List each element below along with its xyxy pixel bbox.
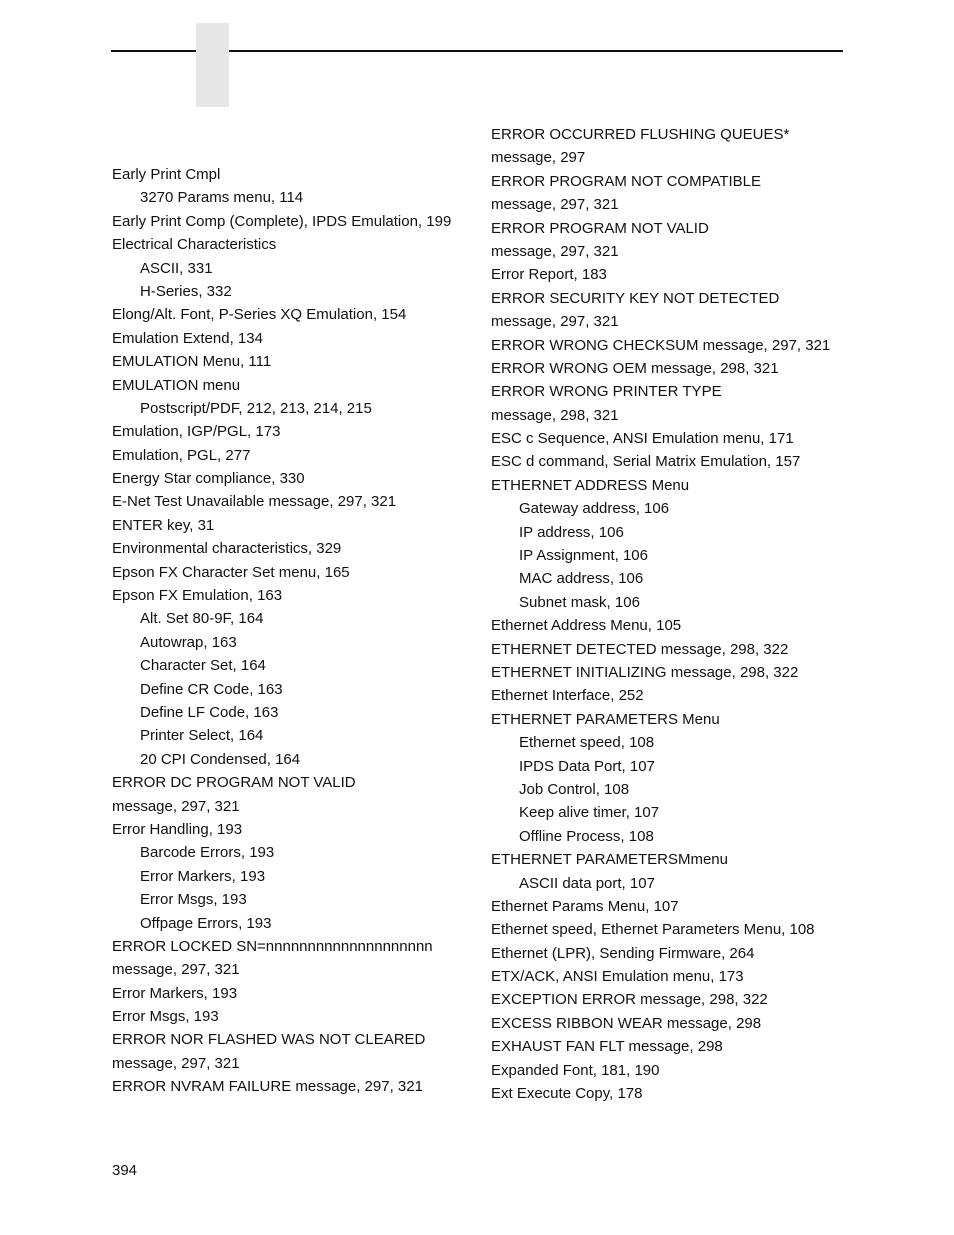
index-entry: message, 297, 321 xyxy=(112,961,240,979)
index-entry: ETHERNET PARAMETERS Menu xyxy=(491,710,720,728)
index-column-left xyxy=(112,163,472,1099)
index-entry: ERROR LOCKED SN=nnnnnnnnnnnnnnnnnnnn xyxy=(112,937,433,955)
index-entry: message, 297, 321 xyxy=(491,242,619,260)
index-entry: Expanded Font, 181, 190 xyxy=(491,1061,660,1079)
index-entry: Early Print Comp (Complete), IPDS Emulation, 199 xyxy=(112,212,452,230)
index-entry: Error Handling, 193 xyxy=(112,820,243,838)
index-entry: ERROR SECURITY KEY NOT DETECTED xyxy=(491,289,780,307)
index-entry: ETHERNET DETECTED message, 298, 322 xyxy=(491,640,789,658)
index-subentry: Autowrap, 163 xyxy=(140,633,237,651)
index-entry: Ethernet Address Menu, 105 xyxy=(491,617,682,635)
index-subentry: IP address, 106 xyxy=(519,523,624,541)
index-subentry: IP Assignment, 106 xyxy=(519,547,648,565)
index-entry: Early Print Cmpl xyxy=(112,166,221,183)
index-subentry: Define LF Code, 163 xyxy=(140,703,279,721)
index-subentry: H-Series, 332 xyxy=(140,282,232,300)
index-entry: Error Msgs, 193 xyxy=(112,1008,219,1026)
index-subentry: Alt. Set 80-9F, 164 xyxy=(140,610,264,628)
index-subentry: Error Markers, 193 xyxy=(140,867,266,885)
index-entry: EMULATION Menu, 111 xyxy=(112,353,272,371)
index-entry: message, 297, 321 xyxy=(112,797,240,815)
index-entry: ERROR PROGRAM NOT COMPATIBLE xyxy=(491,172,762,190)
index-entry: ETHERNET ADDRESS Menu xyxy=(491,476,690,494)
index-entry: EXCEPTION ERROR message, 298, 322 xyxy=(491,991,768,1009)
index-entry: ERROR NOR FLASHED WAS NOT CLEARED xyxy=(112,1031,426,1049)
index-column-right xyxy=(491,123,851,1105)
index-entry: message, 297, 321 xyxy=(112,1054,240,1072)
index-entry: message, 297, 321 xyxy=(491,196,619,214)
index-entry: ERROR WRONG OEM message, 298, 321 xyxy=(491,359,779,377)
index-entry: Error Report, 183 xyxy=(491,266,607,284)
index-subentry: Job Control, 108 xyxy=(519,780,630,798)
index-entry: E-Net Test Unavailable message, 297, 321 xyxy=(112,493,397,511)
index-entry: ESC c Sequence, ANSI Emulation menu, 171 xyxy=(491,430,794,448)
index-subentry: MAC address, 106 xyxy=(519,570,644,588)
index-entry: Energy Star compliance, 330 xyxy=(112,470,305,488)
index-subentry: IPDS Data Port, 107 xyxy=(519,757,655,775)
index-entry: ETHERNET INITIALIZING message, 298, 322 xyxy=(491,663,799,681)
index-entry: Electrical Characteristics xyxy=(112,236,277,254)
index-subentry: ASCII, 331 xyxy=(140,259,213,277)
index-entry: ETX/ACK, ANSI Emulation menu, 173 xyxy=(491,968,744,986)
index-entry: message, 297, 321 xyxy=(491,313,619,331)
index-entry: ERROR WRONG PRINTER TYPE xyxy=(491,383,722,401)
index-subentry: ASCII data port, 107 xyxy=(519,874,655,892)
index-subentry: Offpage Errors, 193 xyxy=(140,914,272,932)
index-subentry: Keep alive timer, 107 xyxy=(519,804,660,822)
index-entry: Epson FX Emulation, 163 xyxy=(112,587,283,605)
index-subentry: Error Msgs, 193 xyxy=(140,891,247,909)
index-entry: ERROR WRONG CHECKSUM message, 297, 321 xyxy=(491,336,831,354)
index-entry: message, 298, 321 xyxy=(491,406,619,424)
index-entry: Environmental characteristics, 329 xyxy=(112,540,342,558)
index-entry: ERROR PROGRAM NOT VALID xyxy=(491,219,709,237)
index-subentry: Define CR Code, 163 xyxy=(140,680,283,698)
index-entry: ERROR OCCURRED FLUSHING QUEUES* xyxy=(491,126,790,143)
index-subentry: Character Set, 164 xyxy=(140,657,266,675)
index-entry: Ethernet speed, Ethernet Parameters Menu, 108 xyxy=(491,921,815,939)
index-subentry: Barcode Errors, 193 xyxy=(140,844,275,862)
index-subentry: 3270 Params menu, 114 xyxy=(140,189,304,207)
chapter-tab xyxy=(196,23,229,107)
index-subentry: Printer Select, 164 xyxy=(140,727,264,745)
index-entry: Emulation Extend, 134 xyxy=(112,329,263,347)
index-entry: EXHAUST FAN FLT message, 298 xyxy=(491,1038,723,1056)
index-entry: Ext Execute Copy, 178 xyxy=(491,1085,643,1103)
index-entry: Ethernet Params Menu, 107 xyxy=(491,897,679,915)
index-entry: ESC d command, Serial Matrix Emulation, 157 xyxy=(491,453,801,471)
index-entry: ETHERNET PARAMETERSMmenu xyxy=(491,851,728,869)
index-entry: Error Markers, 193 xyxy=(112,984,238,1002)
index-entry: EXCESS RIBBON WEAR message, 298 xyxy=(491,1014,762,1032)
index-entry: EMULATION menu xyxy=(112,376,241,394)
index-subentry: Gateway address, 106 xyxy=(519,500,670,518)
index-entry: Ethernet (LPR), Sending Firmware, 264 xyxy=(491,944,755,962)
index-entry: ERROR NVRAM FAILURE message, 297, 321 xyxy=(112,1078,423,1096)
index-entry: Emulation, IGP/PGL, 173 xyxy=(112,423,281,441)
index-entry: Epson FX Character Set menu, 165 xyxy=(112,563,350,581)
index-subentry: Offline Process, 108 xyxy=(519,827,654,845)
index-entry: Ethernet Interface, 252 xyxy=(491,687,644,705)
index-subentry: 20 CPI Condensed, 164 xyxy=(140,750,301,768)
index-entry: ENTER key, 31 xyxy=(112,516,215,534)
index-entry: ERROR DC PROGRAM NOT VALID xyxy=(112,774,356,792)
index-subentry: Ethernet speed, 108 xyxy=(519,734,655,752)
index-entry: Elong/Alt. Font, P-Series XQ Emulation, 154 xyxy=(112,306,407,324)
index-entry: message, 297 xyxy=(491,149,586,167)
page-number: 394 xyxy=(112,1162,138,1179)
index-subentry: Subnet mask, 106 xyxy=(519,593,640,611)
index-entry: Emulation, PGL, 277 xyxy=(112,446,251,464)
index-subentry: Postscript/PDF, 212, 213, 214, 215 xyxy=(140,399,372,417)
